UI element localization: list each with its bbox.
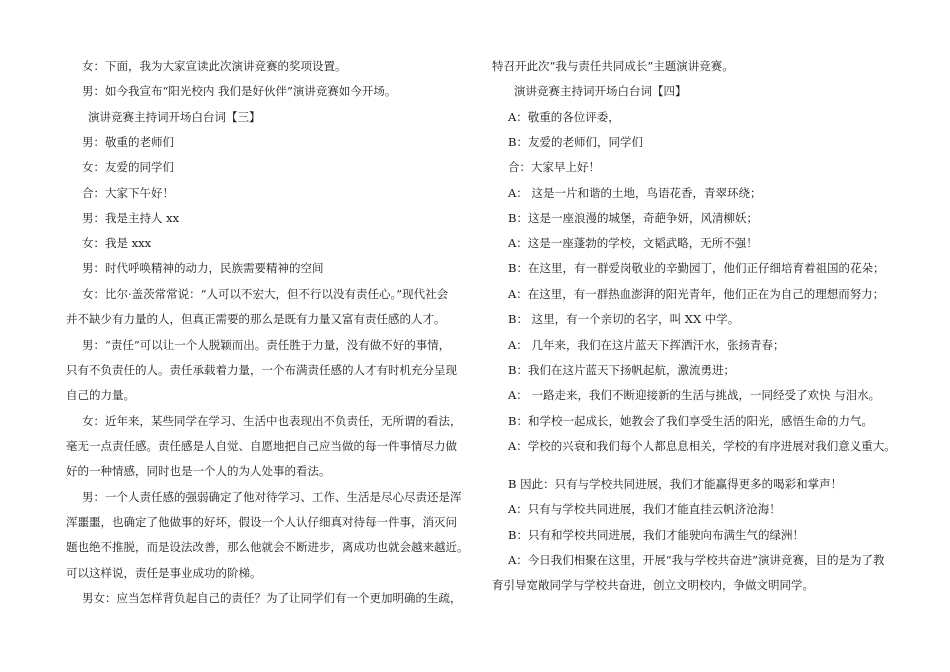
text-line: 并不缺少有力量的人，但真正需要的那么是既有力量又富有责任感的人才。 [66,312,446,326]
text-line: 男女：应当怎样背负起自己的责任？为了让同学们有一个更加明确的生疏， [82,591,462,605]
text-line: B：我们在这片蓝天下扬帆起航，激流勇进； [508,363,735,377]
text-line: A：这是一座蓬勃的学校，文韬武略，无所不强！ [508,236,758,250]
text-line: A：今日我们相聚在这里，开展“我与学校共奋进”演讲竞赛，目的是为了教 [508,553,885,567]
text-line: 合：大家早上好！ [508,160,600,174]
text-line: B： 这里，有一个亲切的名字，叫 XX 中学。 [508,312,740,326]
text-line: B：只有和学校共同进展，我们才能驶向布满生气的绿洲！ [508,528,804,542]
section-heading: 演讲竞赛主持词开场白台词【四】 [514,84,687,98]
section-heading: 演讲竞赛主持词开场白台词【三】 [88,110,261,124]
text-line: A：学校的兴衰和我们每个人都息息相关，学校的有序进展对我们意义重大。 [508,439,896,453]
text-line: 毫无一点责任感。责任感是人自觉、自愿地把自己应当做的每一件事情尽力做 [66,439,457,453]
text-line: B：友爱的老师们，同学们 [508,135,643,149]
text-line: A： 几年来，我们在这片蓝天下挥洒汗水，张扬青春； [508,338,785,352]
text-line: A：在这里，有一群热血澎湃的阳光青年，他们正在为自己的理想而努力； [508,287,885,301]
text-line: 自己的力量。 [66,388,135,402]
text-line: 浑噩噩，也确定了他做事的好坏，假设一个人认仔细真对待每一件事，消灭问 [66,515,457,529]
text-line: 女：比尔·盖茨常常说：“人可以不宏大，但不行以没有责任心。”现代社会 [82,287,449,301]
text-line: 男：时代呼唤精神的动力，民族需要精神的空间 [82,261,324,275]
text-line: 女：我是 xxx [82,236,152,250]
text-line: 育引导宽敞同学与学校共奋进，创立文明校内，争做文明同学。 [492,578,814,592]
text-line: 男：一个人责任感的强弱确定了他对待学习、工作、生活是尽心尽责还是浑 [82,490,462,504]
text-line: B：在这里，有一群爱岗敬业的辛勤园丁，他们正仔细培育着祖国的花朵； [508,261,885,275]
text-line: 男：我是主持人 xx [82,211,180,225]
text-line: B：这是一座浪漫的城堡，奇葩争妍，风清柳妖； [508,211,758,225]
text-line: 男：敬重的老师们 [82,135,174,149]
text-line: A： 这是一片和谐的土地，鸟语花香，青翠环绕； [508,186,762,200]
text-line: 只有不负责任的人。责任承载着力量，一个布满责任感的人才有时机充分呈现 [66,363,457,377]
text-line: A： 一路走来，我们不断迎接新的生活与挑战，一同经受了欢快 与泪水。 [508,388,881,402]
text-line: B 因此：只有与学校共同进展，我们才能赢得更多的喝彩和掌声！ [508,477,843,491]
text-line: A：只有与学校共同进展，我们才能直挂云帆济沧海！ [508,502,781,516]
text-line: 女：近年来，某些同学在学习、生活中也表现出不负责任，无所谓的看法， [82,414,462,428]
text-line: 男：“责任”可以让一个人脱颖而出。责任胜于力量，没有做不好的事情， [82,338,451,352]
text-line: 好的一种情感，同时也是一个人的为人处事的看法。 [66,464,331,478]
text-line: 题也绝不推脱，而是设法改善，那么他就会不断进步，离成功也就会越来越近。 [66,540,469,554]
text-line: 女：下面，我为大家宣读此次演讲竞赛的奖项设置。 [82,59,347,73]
text-line: 女：友爱的同学们 [82,160,174,174]
text-line: A：敬重的各位评委， [508,110,620,124]
text-line: B：和学校一起成长，她教会了我们享受生活的阳光，感悟生命的力气。 [508,414,873,428]
text-line: 合：大家下午好！ [82,186,174,200]
text-line: 可以这样说，责任是事业成功的阶梯。 [66,566,262,580]
text-line: 特召开此次“我与责任共同成长”主题演讲竞赛。 [492,59,734,73]
text-line: 男：如今我宣布“阳光校内 我们是好伙伴”演讲竞赛如今开场。 [82,84,397,98]
